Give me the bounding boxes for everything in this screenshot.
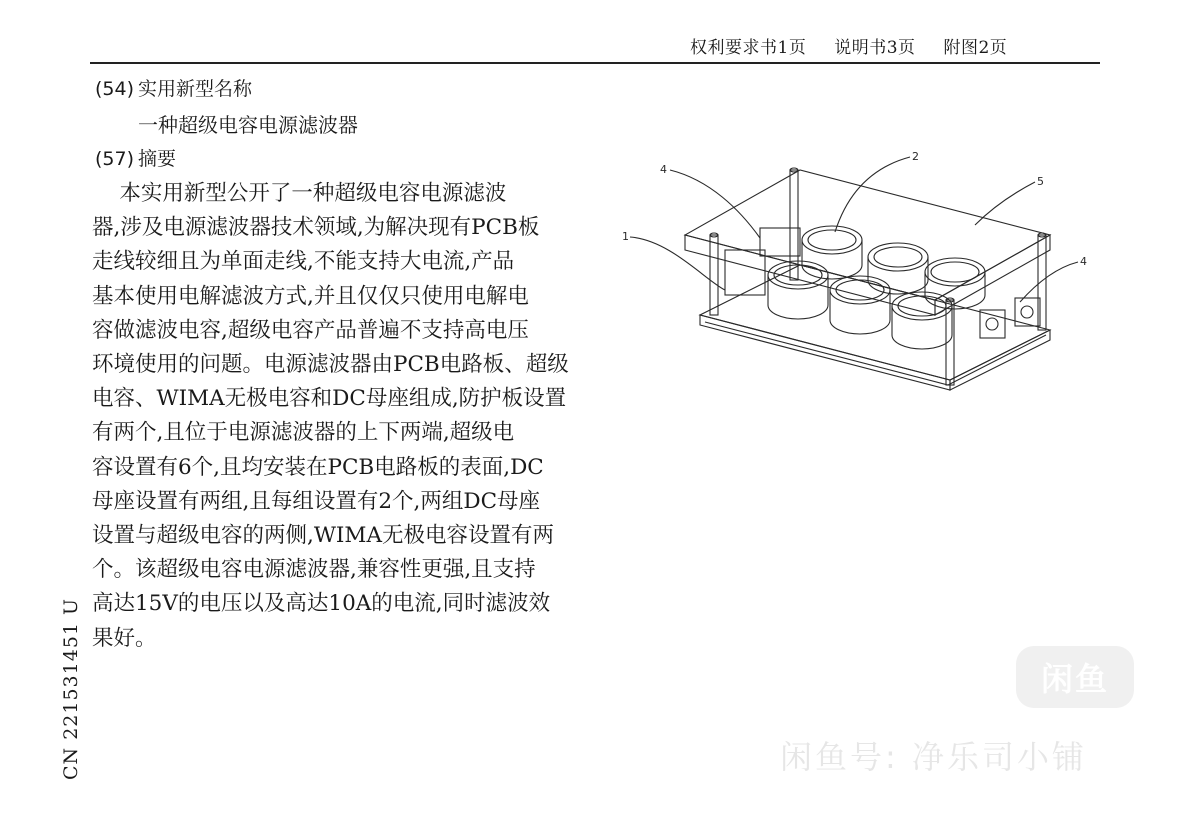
abstract-line: 个。该超级电容电源滤波器,兼容性更强,且支持 xyxy=(92,557,536,583)
utility-model-name: 一种超级电容电源滤波器 xyxy=(138,113,358,137)
section-57-title: 摘要 xyxy=(138,148,177,170)
abstract-line: 容设置有6个,且均安装在PCB电路板的表面,DC xyxy=(92,454,544,480)
abstract-line: 果好。 xyxy=(92,625,157,651)
abstract-line: 器,涉及电源滤波器技术领域,为解决现有PCB板 xyxy=(92,215,540,241)
section-54-heading xyxy=(95,74,252,101)
supercapacitor xyxy=(830,276,890,334)
dc-socket xyxy=(760,228,800,256)
section-54-number: (54) xyxy=(95,78,135,100)
header-description-pages: 说明书3页 xyxy=(834,38,916,58)
figure-label: 4 xyxy=(1080,255,1087,268)
leader-line xyxy=(630,237,725,290)
leader-line xyxy=(1020,262,1078,302)
dc-socket xyxy=(980,310,1005,338)
pillar xyxy=(710,235,718,315)
abstract-line: 电容、WIMA无极电容和DC母座组成,防护板设置 xyxy=(92,386,567,412)
header-rule xyxy=(90,62,1100,64)
abstract-line: 本实用新型公开了一种超级电容电源滤波 xyxy=(92,181,507,206)
supercapacitor xyxy=(892,292,952,349)
abstract-line: 走线较细且为单面走线,不能支持大电流,产品 xyxy=(92,249,515,275)
bottom-board-edge xyxy=(700,315,950,390)
abstract-line: 有两个,且位于电源滤波器的上下两端,超级电 xyxy=(92,420,515,446)
bottom-board-side xyxy=(950,330,1050,390)
top-board-side xyxy=(935,235,1050,315)
abstract-text xyxy=(92,177,580,656)
leader-line xyxy=(975,182,1035,225)
leader-line xyxy=(835,157,910,232)
figure-label: 1 xyxy=(622,230,629,243)
supercapacitor xyxy=(802,226,862,279)
header-claims-pages: 权利要求书1页 xyxy=(690,38,807,58)
abstract-line: 环境使用的问题。电源滤波器由PCB电路板、超级 xyxy=(92,352,569,378)
section-57-heading xyxy=(95,144,176,171)
header-page-counts xyxy=(690,33,1029,58)
figure-label: 4 xyxy=(660,163,667,176)
leader-line xyxy=(670,170,760,238)
dc-socket xyxy=(725,250,765,295)
section-54-title: 实用新型名称 xyxy=(138,78,253,100)
watermark-text: 闲鱼号: 净乐司小铺 xyxy=(780,738,1087,776)
supercapacitor xyxy=(868,243,928,294)
section-57-number: (57) xyxy=(95,148,135,170)
patent-drawing xyxy=(610,140,1090,410)
figure-label: 5 xyxy=(1037,175,1044,188)
abstract-line: 基本使用电解滤波方式,并且仅仅只使用电解电 xyxy=(92,283,529,309)
watermark-logo: 闲鱼 xyxy=(1016,646,1134,708)
abstract-line: 容做滤波电容,超级电容产品普遍不支持高电压 xyxy=(92,317,529,343)
publication-number: CN 221531451 U xyxy=(60,597,82,780)
supercapacitor xyxy=(925,258,985,309)
header-drawing-pages: 附图2页 xyxy=(943,38,1008,58)
abstract-line: 母座设置有两组,且每组设置有2个,两组DC母座 xyxy=(92,488,541,514)
abstract-line: 设置与超级电容的两侧,WIMA无极电容设置有两 xyxy=(92,523,554,549)
figure-label: 2 xyxy=(912,150,919,163)
abstract-line: 高达15V的电压以及高达10A的电流,同时滤波效 xyxy=(92,591,551,617)
